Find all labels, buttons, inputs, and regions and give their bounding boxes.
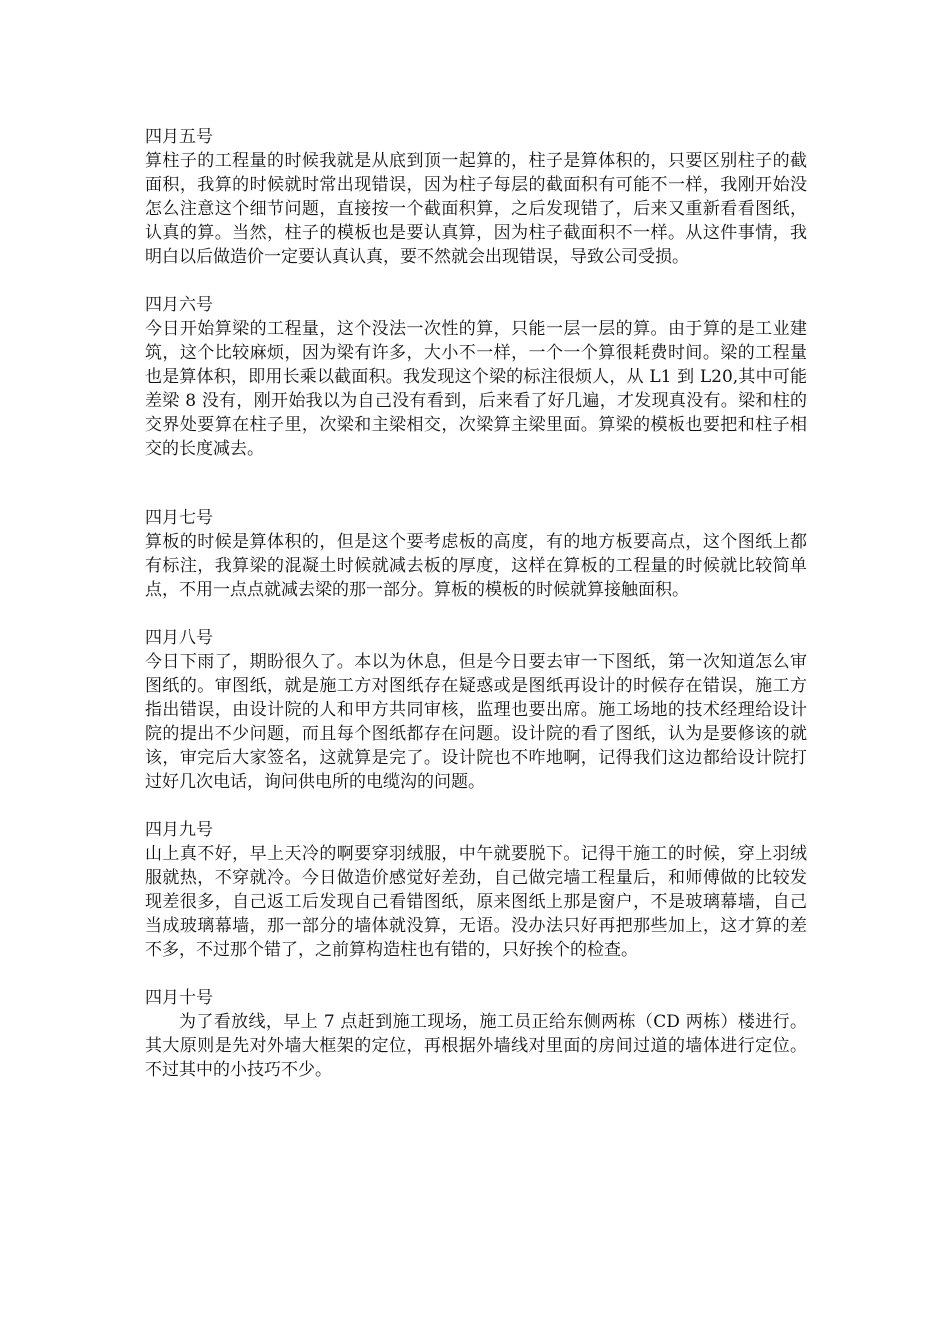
diary-entry xyxy=(145,626,807,794)
diary-entry xyxy=(145,293,807,461)
spacer xyxy=(145,269,807,293)
spacer xyxy=(145,962,807,986)
entry-text: 算柱子的工程量的时候我就是从底到顶一起算的，柱子是算体积的，只要区别柱子的截面积，我算的时候就时常出现错误，因为柱子每层的截面积有可能不一样，我刚开始没怎么注意这个细节问题，直接按一个截面积算，之后发现错了，后来又重新看看图纸，认真的算。当然，柱子的模板也是要认真算，因为柱子截面积不一样。从这件事情，我明白以后做造价一定要认真认真，要不然就会出现错误，导致公司受损。 xyxy=(145,151,807,267)
entry-date: 四月八号 xyxy=(145,628,213,648)
diary-entry xyxy=(145,818,807,962)
entry-date: 四月九号 xyxy=(145,820,213,840)
diary-content xyxy=(145,125,807,1082)
entry-text: 算板的时候是算体积的，但是这个要考虑板的高度，有的地方板要高点，这个图纸上都有标注，我算梁的混凝土时候就减去板的厚度，这样在算板的工程量的时候就比较简单点，不用一点点就减去梁的那一部分。算板的模板的时候就算接触面积。 xyxy=(145,532,807,600)
spacer xyxy=(145,602,807,626)
entry-text: 山上真不好，早上天冷的啊要穿羽绒服，中午就要脱下。记得干施工的时候，穿上羽绒服就热，不穿就冷。今日做造价感觉好差劲，自己做完墙工程量后，和师傅做的比较发现差很多，自己返工后发现自己看错图纸，原来图纸上那是窗户，不是玻璃幕墙，自己当成玻璃幕墙，那一部分的墙体就没算，无语。没办法只好再把那些加上，这才算的差不多，不过那个错了，之前算构造柱也有错的，只好挨个的检查。 xyxy=(145,844,807,960)
spacer xyxy=(145,794,807,818)
diary-entry xyxy=(145,506,807,602)
diary-entry xyxy=(145,125,807,269)
entry-text: 今日下雨了，期盼很久了。本以为休息，但是今日要去审一下图纸，第一次知道怎么审图纸的。审图纸，就是施工方对图纸存在疑惑或是图纸再设计的时候存在错误，施工方指出错误，由设计院的人和甲方共同审核，监理也要出席。施工场地的技术经理给设计院的提出不少问题，而且每个图纸都存在问题。设计院的看了图纸，认为是要修该的就该，审完后大家签名，这就算是完了。设计院也不咋地啊，记得我们这边都给设计院打过好几次电话，询问供电所的电缆沟的问题。 xyxy=(145,652,807,792)
entry-date: 四月六号 xyxy=(145,295,213,315)
spacer xyxy=(145,461,807,506)
entry-date: 四月七号 xyxy=(145,508,213,528)
entry-text: 今日开始算梁的工程量，这个没法一次性的算，只能一层一层的算。由于算的是工业建筑，这个比较麻烦，因为梁有许多，大小不一样，一个一个算很耗费时间。梁的工程量也是算体积，即用长乘以截面积。我发现这个梁的标注很烦人，从 L1 到 L20,其中可能差梁 8 没有，刚开始我以为自己没有看到，后来看了好几遍，才发现真没有。梁和柱的交界处要算在柱子里，次梁和主梁相交，次梁算主梁里面。算梁的模板也要把和柱子相交的长度减去。 xyxy=(145,319,807,459)
entry-date: 四月五号 xyxy=(145,127,213,147)
entry-date: 四月十号 xyxy=(145,988,213,1008)
entry-text: 为了看放线，早上 7 点赶到施工现场，施工员正给东侧两栋（CD 两栋）楼进行。其大原则是先对外墙大框架的定位，再根据外墙线对里面的房间过道的墙体进行定位。不过其中的小技巧不少。 xyxy=(145,1012,807,1080)
diary-entry xyxy=(145,986,807,1082)
